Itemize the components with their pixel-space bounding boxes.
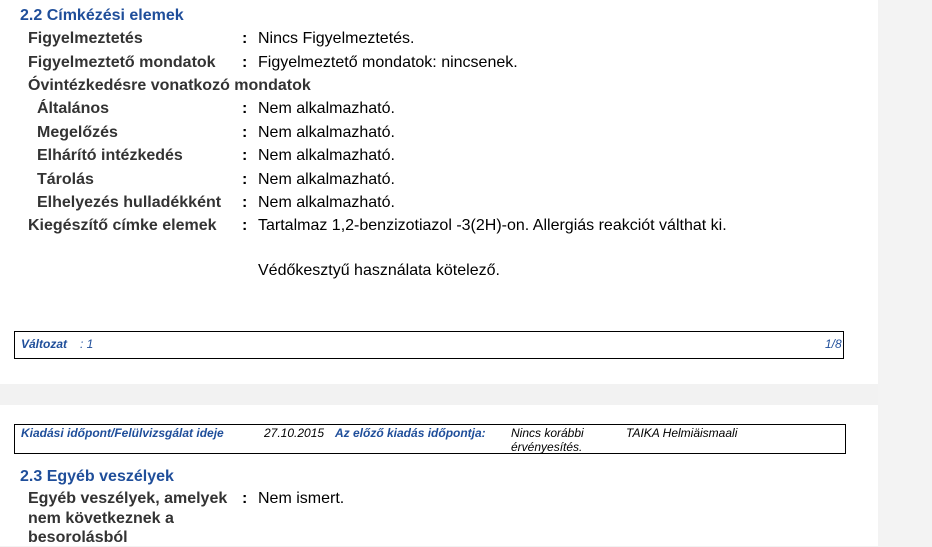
side-margin <box>878 0 932 546</box>
version-value: : 1 <box>80 337 94 351</box>
section-title-2-3: 2.3 Egyéb veszélyek <box>20 468 174 485</box>
issue-date-value: 27.10.2015 <box>264 426 325 440</box>
colon: : <box>242 54 248 71</box>
page-number: 1/8 <box>825 337 842 351</box>
label-egyeb-veszelyek-line3: besorolásból <box>28 529 128 546</box>
colon: : <box>242 194 248 211</box>
colon: : <box>242 171 248 188</box>
label-megelozes: Megelőzés <box>37 124 118 141</box>
value-egyeb-veszelyek: Nem ismert. <box>258 490 345 507</box>
value-altalanos: Nem alkalmazható. <box>258 100 395 117</box>
label-kiegeszito-cimke-elemek: Kiegészítő címke elemek <box>28 217 217 234</box>
value-figyelmeztetes: Nincs Figyelmeztetés. <box>258 30 415 47</box>
value-megelozes: Nem alkalmazható. <box>258 124 395 141</box>
value-elhelyezes-hulladekkent: Nem alkalmazható. <box>258 194 395 211</box>
value-elharito-intezkedes: Nem alkalmazható. <box>258 147 395 164</box>
label-figyelmezteto-mondatok: Figyelmeztető mondatok <box>28 54 216 71</box>
colon: : <box>242 100 248 117</box>
previous-issue-value-line2: érvényesítés. <box>511 440 583 454</box>
colon: : <box>242 490 248 507</box>
label-tarolas: Tárolás <box>37 171 94 188</box>
issue-date-label: Kiadási időpont/Felülvizsgálat ideje <box>21 426 224 440</box>
label-elhelyezes-hulladekkent: Elhelyezés hulladékként <box>37 194 222 211</box>
label-egyeb-veszelyek-line2: nem következnek a <box>28 510 174 527</box>
previous-issue-label: Az előző kiadás időpontja: <box>335 426 486 440</box>
page-header <box>14 424 846 454</box>
previous-issue-value-line1: Nincs korábbi <box>511 426 584 440</box>
label-altalanos: Általános <box>37 100 110 117</box>
page-2 <box>0 405 878 546</box>
colon: : <box>242 124 248 141</box>
product-name: TAIKA Helmiäismaali <box>626 426 738 440</box>
value-figyelmezteto-mondatok: Figyelmeztető mondatok: nincsenek. <box>258 54 518 71</box>
precaution-heading: Óvintézkedésre vonatkozó mondatok <box>28 77 311 94</box>
colon: : <box>242 30 248 47</box>
value-kiegeszito-cimke-elemek: Tartalmaz 1,2-benzizotiazol -3(2H)-on. Allergiás reakciót válthat ki. <box>258 217 727 234</box>
colon: : <box>242 217 248 234</box>
label-figyelmeztetes: Figyelmeztetés <box>28 30 143 47</box>
label-elharito-intezkedes: Elhárító intézkedés <box>37 147 183 164</box>
colon: : <box>242 147 248 164</box>
value-tarolas: Nem alkalmazható. <box>258 171 395 188</box>
label-egyeb-veszelyek-line1: Egyéb veszélyek, amelyek <box>28 490 228 507</box>
version-label: Változat <box>21 337 68 351</box>
value-kiegeszito-cimke-elemek-2: Védőkesztyű használata kötelező. <box>258 262 500 279</box>
section-title-2-2: 2.2 Címkézési elemek <box>20 7 184 24</box>
page-footer <box>14 331 844 359</box>
